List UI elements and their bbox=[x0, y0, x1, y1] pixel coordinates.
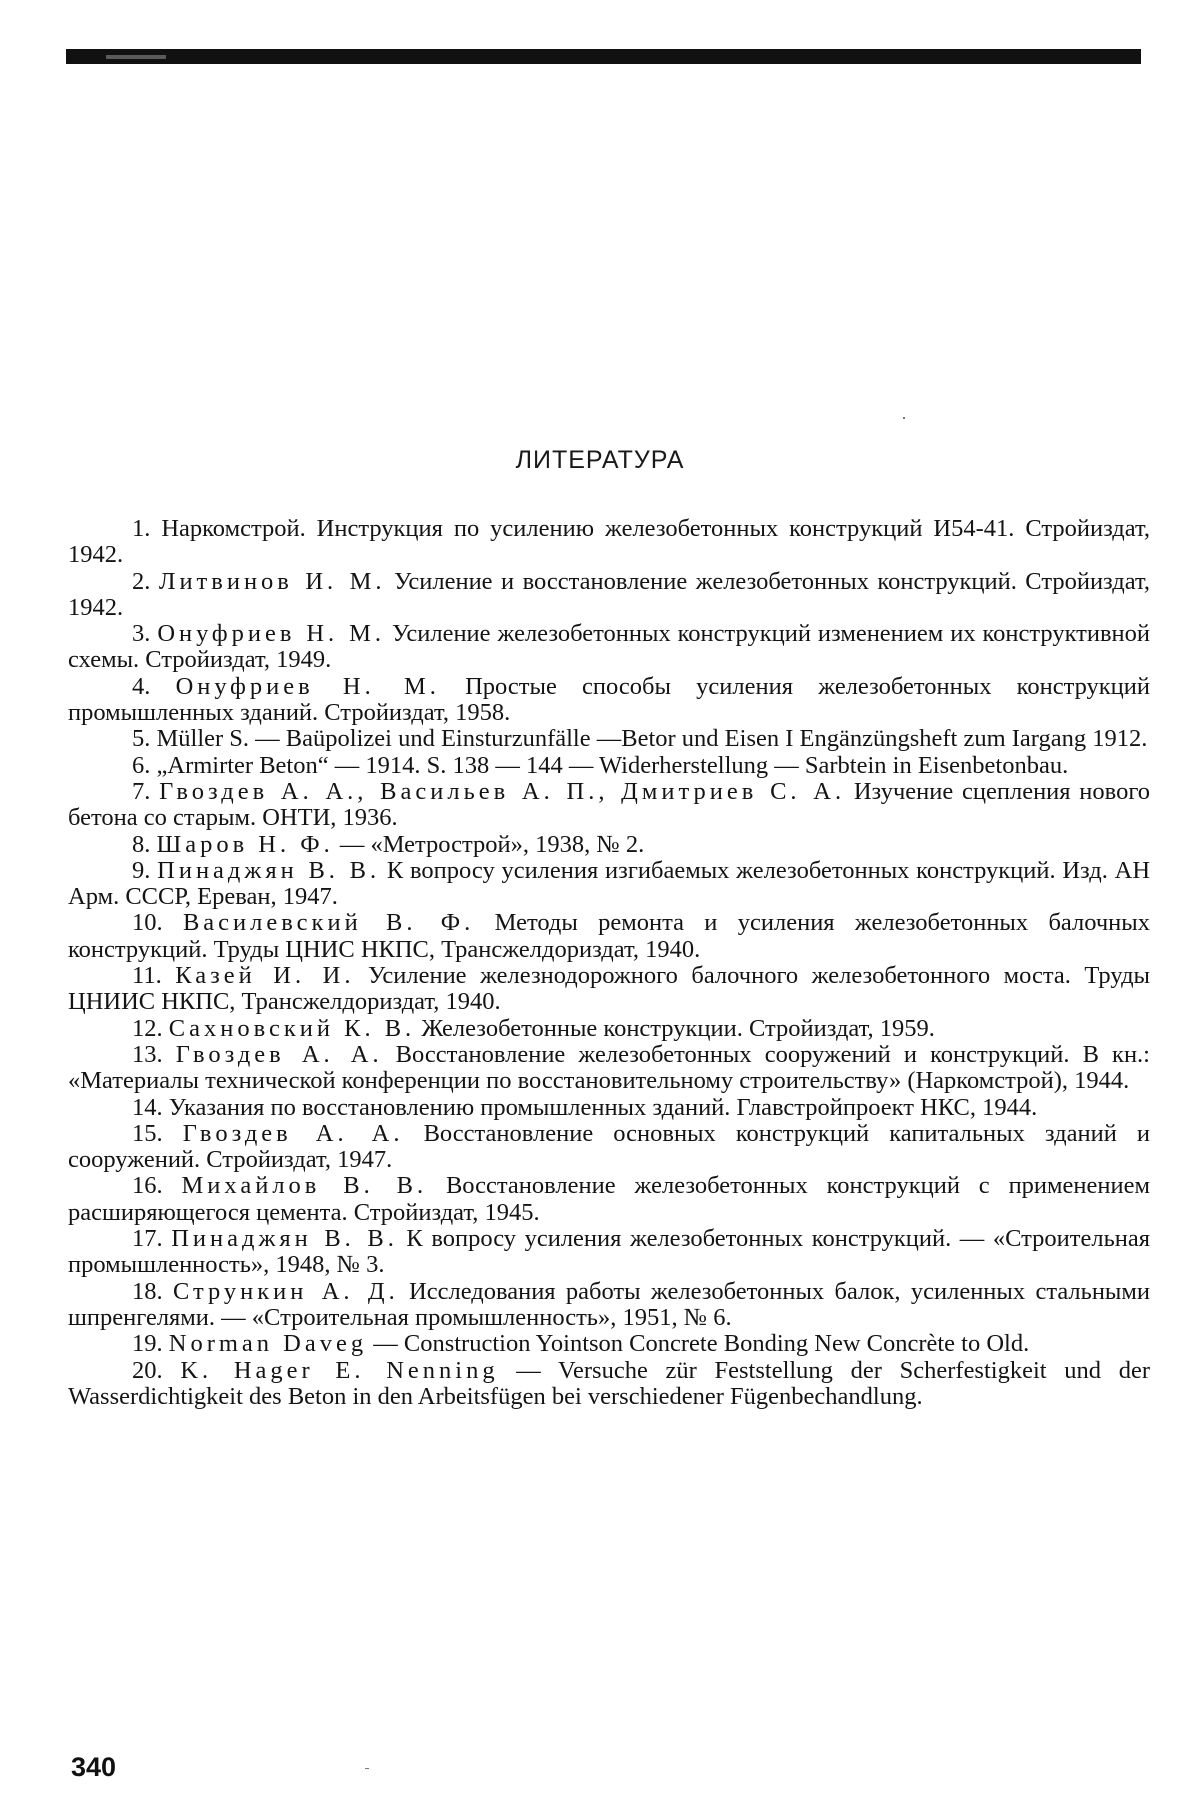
reference-number: 13. bbox=[132, 1040, 163, 1068]
reference-number: 16. bbox=[132, 1172, 163, 1200]
reference-number: 3. bbox=[132, 620, 151, 648]
reference-author: Онуфриев Н. М. bbox=[157, 620, 386, 648]
reference-author: Пинаджян В. В. bbox=[171, 1225, 398, 1253]
reference-item bbox=[68, 779, 1150, 832]
reference-number: 8. bbox=[132, 830, 151, 858]
reference-author: Пинаджян В. В. bbox=[157, 856, 381, 884]
reference-number: 5. bbox=[132, 725, 151, 753]
reference-item bbox=[68, 832, 1150, 858]
reference-text: Усиление железнодорожного балочного железобетонного моста. Труды ЦНИИС НКПС, Трансжелдориздат, 1940. bbox=[68, 962, 1150, 1016]
reference-text: Müller S. — Baüpolizei und Einsturzunfälle —Betor und Eisen I Engänzüngsheft zum Iargang 1912. bbox=[156, 725, 1148, 753]
reference-text: К вопросу усиления железобетонных конструкций. — «Строительная промышленность», 1948, № 3. bbox=[68, 1225, 1151, 1279]
reference-item bbox=[68, 1279, 1150, 1332]
reference-item bbox=[68, 1226, 1150, 1279]
reference-text: „Armirter Beton“ — 1914. S. 138 — 144 — Widerherstellung — Sarbtein in Eisenbetonbau. bbox=[156, 751, 1069, 779]
reference-text: Усиление и восстановление железобетонных конструкций. Стройиздат, 1942. bbox=[68, 567, 1150, 621]
reference-number: 11. bbox=[132, 962, 162, 990]
reference-number: 15. bbox=[132, 1119, 163, 1147]
reference-text: Простые способы усиления железобетонных конструкций промышленных зданий. Стройиздат, 1958. bbox=[68, 672, 1150, 727]
reference-number: 2. bbox=[132, 567, 151, 595]
scan-speck bbox=[903, 417, 905, 419]
reference-item bbox=[68, 516, 1150, 569]
reference-author: Стрункин А. Д. bbox=[172, 1277, 399, 1305]
reference-item bbox=[68, 726, 1150, 752]
page-title: ЛИТЕРАТУРА bbox=[515, 446, 685, 474]
reference-text: — «Метрострой», 1938, № 2. bbox=[339, 830, 645, 858]
reference-author: K. Hager E. Nenning bbox=[180, 1356, 499, 1384]
reference-item bbox=[68, 910, 1150, 963]
reference-item bbox=[68, 963, 1150, 1016]
reference-number: 7. bbox=[132, 777, 151, 805]
reference-number: 1. bbox=[132, 515, 151, 542]
reference-number: 9. bbox=[132, 856, 151, 884]
reference-author: Гвоздев А. А., Васильев А. П., Дмитриев С. А. bbox=[159, 777, 846, 805]
reference-item bbox=[68, 753, 1150, 779]
reference-text: Изучение сцепления нового бетона со старым. ОНТИ, 1936. bbox=[68, 777, 1151, 832]
top-rule bbox=[66, 49, 1141, 64]
reference-number: 18. bbox=[132, 1277, 163, 1305]
reference-list bbox=[68, 516, 1150, 1410]
reference-number: 20. bbox=[132, 1356, 163, 1384]
reference-item bbox=[68, 621, 1150, 674]
reference-text: — Versuche zür Feststellung der Scherfestigkeit und der Wasserdichtigkeit des Beton in den Arbeitsfügen bei verschiedener Fügenbechandlung. bbox=[68, 1356, 1151, 1410]
reference-text: Наркомстрой. Инструкция по усилению железобетонных конструкций И54-41. Стройиздат, 1942. bbox=[68, 515, 1151, 569]
reference-text: Указания по восстановлению промышленных зданий. Главстройпроект НКС, 1944. bbox=[168, 1093, 1038, 1121]
reference-item bbox=[68, 1016, 1150, 1042]
reference-text: Усиление железобетонных конструкций изменением их конструктивной схемы. Стройиздат, 1949. bbox=[68, 620, 1151, 674]
reference-item bbox=[68, 1331, 1150, 1357]
reference-item bbox=[68, 1358, 1150, 1411]
reference-text: Методы ремонта и усиления железобетонных балочных конструкций. Труды ЦНИС НКПС, Трансжелдориздат, 1940. bbox=[68, 909, 1151, 963]
reference-author: Norman Daveg bbox=[168, 1330, 368, 1358]
reference-author: Гвоздев А. А. bbox=[182, 1119, 404, 1147]
reference-item bbox=[68, 674, 1150, 727]
reference-author: Василевский В. Ф. bbox=[182, 909, 475, 937]
reference-text: Железобетонные конструкции. Стройиздат, 1959. bbox=[421, 1014, 935, 1042]
reference-author: Литвинов И. М. bbox=[158, 567, 386, 595]
reference-item bbox=[68, 1042, 1150, 1095]
reference-author: Гвоздев А. А. bbox=[175, 1040, 383, 1068]
reference-text: Исследования работы железобетонных балок, усиленных стальными шпренгелями. — «Строительная промышленность», 1951, № 6. bbox=[68, 1277, 1151, 1331]
reference-text: — Construction Yointson Concrete Bonding New Concrète to Old. bbox=[373, 1330, 1030, 1358]
reference-number: 12. bbox=[132, 1014, 163, 1042]
reference-text: Восстановление железобетонных конструкций с применением расширяющегося цемента. Стройиздат, 1945. bbox=[68, 1172, 1151, 1226]
reference-text: Восстановление железобетонных сооружений и конструкций. В кн.: «Материалы технической конференции по восстановительному строительству» (Наркомстрой), 1944. bbox=[68, 1040, 1150, 1095]
reference-text: К вопросу усиления изгибаемых железобетонных конструкций. Изд. АН Арм. СССР, Ереван, 1947. bbox=[68, 856, 1151, 911]
reference-number: 4. bbox=[132, 672, 151, 700]
reference-item bbox=[68, 1173, 1150, 1226]
reference-item bbox=[68, 1121, 1150, 1174]
scan-speck bbox=[365, 1768, 369, 1769]
reference-author: Казей И. И. bbox=[175, 962, 355, 990]
reference-number: 14. bbox=[132, 1093, 163, 1121]
reference-author: Онуфриев Н. М. bbox=[175, 672, 440, 700]
reference-number: 6. bbox=[132, 751, 151, 779]
reference-item bbox=[68, 1095, 1150, 1121]
reference-text: Восстановление основных конструкций капитальных зданий и сооружений. Стройиздат, 1947. bbox=[68, 1119, 1151, 1174]
reference-item bbox=[68, 858, 1150, 911]
reference-author: Сахновский К. В. bbox=[168, 1014, 416, 1042]
reference-author: Шаров Н. Ф. bbox=[156, 830, 334, 858]
page-number: 340 bbox=[71, 1752, 117, 1782]
reference-number: 17. bbox=[132, 1225, 163, 1253]
reference-number: 10. bbox=[132, 909, 163, 937]
reference-author: Михайлов В. В. bbox=[181, 1172, 428, 1200]
reference-number: 19. bbox=[132, 1330, 163, 1358]
reference-item bbox=[68, 569, 1150, 622]
